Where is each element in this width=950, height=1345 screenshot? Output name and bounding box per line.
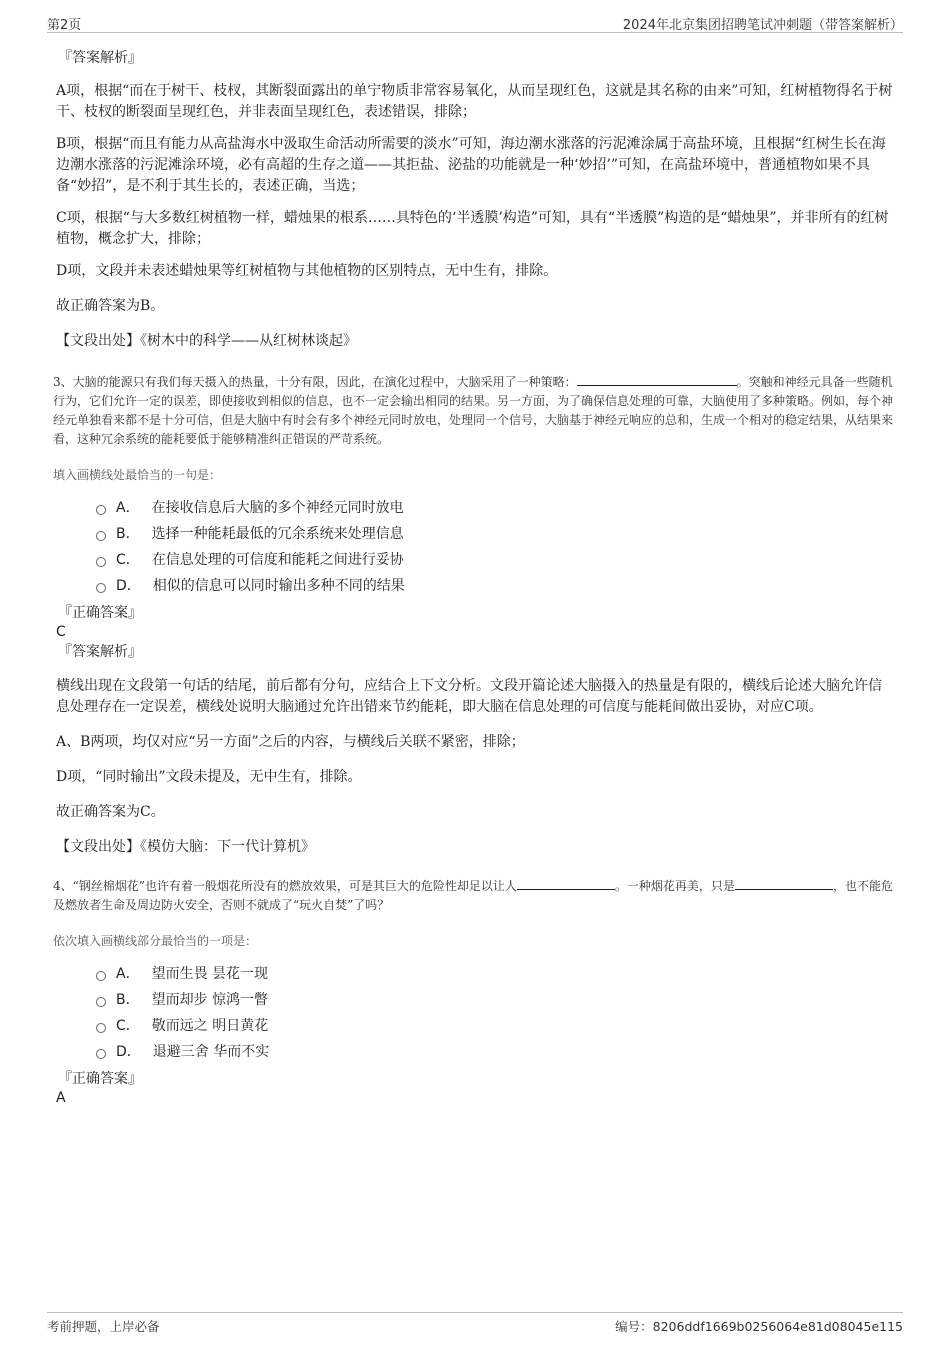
page-footer [47,1312,903,1336]
radio-icon[interactable] [96,505,106,515]
q3-answer-label: 『正确答案』 [58,605,142,621]
option-letter: A． [116,500,140,516]
q4-answer-label: 『正确答案』 [58,1071,142,1087]
page-number: 第2页 [47,18,82,33]
q4-option-b[interactable] [96,987,894,1013]
q3-analysis-ab: A、B两项，均仅对应“另一方面”之后的内容，与横线后关联不紧密，排除； [56,734,525,750]
q3-question [53,373,894,449]
radio-icon[interactable] [96,583,106,593]
q3-option-b[interactable] [96,521,894,547]
q4-blank-1 [517,877,615,890]
option-letter: C． [116,1018,140,1034]
q4-text-2: 。一种烟花再美，只是 [614,879,735,893]
document-id: 编号：8206ddf1669b0256064e81d08045e115 [615,1319,903,1334]
q3-analysis-d: D项，“同时输出”文段未提及，无中生有，排除。 [56,769,362,785]
q3-blank [577,373,737,386]
q4-option-c[interactable] [96,1013,894,1039]
option-text: 在信息处理的可信度和能耗之间进行妥协 [151,552,404,568]
option-text: 相似的信息可以同时输出多种不同的结果 [152,578,405,594]
q3-option-a[interactable] [96,495,894,521]
option-letter: A． [116,966,140,982]
radio-icon[interactable] [96,557,106,567]
q4-option-a[interactable] [96,961,894,987]
radio-icon[interactable] [96,531,106,541]
radio-icon[interactable] [96,1049,106,1059]
q3-text-after: 。突触和神经元具备一些随机行为，它们允许一定的误差，即使接收到相似的信息，也不一定会输出相同的结果。另一方面，为了确保信息处理的可靠，大脑使用了多种策略。例如，每个神经元单独看来都不是十分可信，但是大脑中有时会有多个神经元同时放电，处理同一个信号，大脑基于神经元响应的总和，生成一个相对的稳定结果，从结果来看，这种冗余系统的能耗要低于能够精准纠正错误的严苛系统。 [53,375,894,446]
q2-analysis-d: D项，文段并未表述蜡烛果等红树植物与其他植物的区别特点，无中生有，排除。 [56,263,558,279]
option-text: 在接收信息后大脑的多个神经元同时放电 [151,500,404,516]
option-text: 望而却步 惊鸿一瞥 [151,992,269,1008]
page-header [47,14,903,33]
q4-question [53,877,894,915]
q3-analysis-label: 『答案解析』 [58,644,142,660]
option-letter: B． [116,526,140,542]
q3-answer: C [56,624,66,640]
option-text: 望而生畏 昙花一现 [151,966,269,982]
q3-option-c[interactable] [96,547,894,573]
q2-conclusion: 故正确答案为B。 [56,298,165,314]
q2-analysis-b: B项，根据“而且有能力从高盐海水中汲取生命活动所需要的淡水”可知，海边潮水涨落的污泥滩涂属于高盐环境，且根据“红树生长在海边潮水涨落的污泥滩涂环境，必有高超的生存之道——其拒盐、泌盐的功能就是一种‘妙招’”可知，在高盐环境中，普通植物如果不具备“妙招”，是不利于其生长的，表述正确，当选； [56,136,886,194]
option-letter: D． [116,1044,141,1060]
q2-analysis-a: A项，根据“而在于树干、枝杈，其断裂面露出的单宁物质非常容易氧化，从而呈现红色，这就是其名称的由来”可知，红树植物得名于树干、枝杈的断裂面呈现红色，并非表面呈现红色，表述错误，排除； [56,83,893,120]
q3-conclusion: 故正确答案为C。 [56,804,165,820]
option-text: 敬而远之 明日黄花 [151,1018,269,1034]
radio-icon[interactable] [96,997,106,1007]
q3-analysis-main: 横线出现在文段第一句话的结尾，前后都有分句，应结合上下文分析。文段开篇论述大脑摄入的热量是有限的，横线后论述大脑允许信息处理存在一定误差，横线处说明大脑通过允许出错来节约能耗，即大脑在信息处理的可信度与能耗间做出妥协，对应C项。 [56,678,882,715]
page-content [53,46,894,1108]
q2-analysis-c: C项，根据“与大多数红树植物一样，蜡烛果的根系……具特色的‘半透膜’构造”可知，具有“半透膜”构造的是“蜡烛果”，并非所有的红树植物，概念扩大，排除； [56,210,889,247]
q4-prompt: 依次填入画横线部分最恰当的一项是： [53,934,258,948]
q2-source: 【文段出处】《树木中的科学——从红树林谈起》 [56,333,357,349]
q4-text-3: ，也不能危及燃放者生命及周边防火安全，否则不就成了“玩火自焚”了吗？ [53,879,893,912]
radio-icon[interactable] [96,971,106,981]
option-letter: D． [116,578,141,594]
option-text: 选择一种能耗最低的冗余系统来处理信息 [151,526,404,542]
option-letter: C． [116,552,140,568]
footer-slogan: 考前押题，上岸必备 [47,1319,160,1334]
q3-text-before: 3、大脑的能源只有我们每天摄入的热量，十分有限，因此，在演化过程中，大脑采用了一种策略： [53,375,577,389]
document-title: 2024年北京集团招聘笔试冲刺题（带答案解析） [622,18,903,33]
q4-text-1: 4、“钢丝棉烟花”也许有着一般烟花所没有的燃放效果，可是其巨大的危险性却足以让人 [53,879,517,893]
q3-option-d[interactable] [96,573,894,599]
q4-option-d[interactable] [96,1039,894,1065]
option-letter: B． [116,992,140,1008]
q4-answer: A [56,1090,66,1106]
radio-icon[interactable] [96,1023,106,1033]
q3-options [96,495,894,599]
q3-prompt: 填入画横线处最恰当的一句是： [53,468,222,482]
q2-analysis-label: 『答案解析』 [58,50,142,66]
q4-options [96,961,894,1065]
q3-source: 【文段出处】《模仿大脑：下一代计算机》 [56,839,315,855]
option-text: 退避三舍 华而不实 [152,1044,270,1060]
q4-blank-2 [735,877,833,890]
